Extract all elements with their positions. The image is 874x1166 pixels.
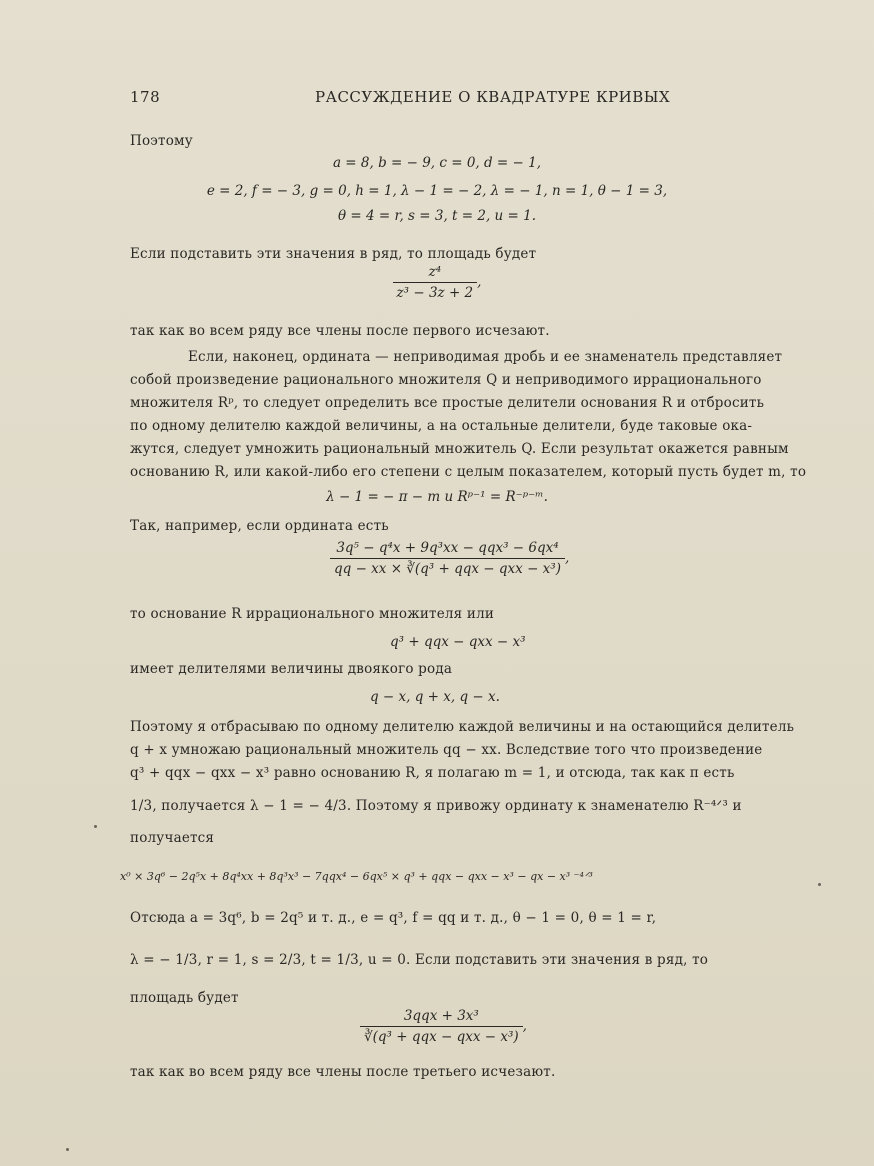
equation-line: λ − 1 = − π − m и Rᵖ⁻¹ = R⁻ᵖ⁻ᵐ. [326,489,548,505]
fraction [393,264,478,301]
text-line: то основание R иррационального множителя или [130,606,495,622]
scan-speck [94,825,97,828]
text-line: жутся, следует умножить рациональный множитель Q. Если результат окажется равным [130,441,789,457]
equation-line: x⁰ × 3q⁶ − 2q⁵x + 8q⁴xx + 8q³x³ − 7qqx⁴ − 6qx⁵ × q³ + qqx − qxx − x³ − qx − x³ ⁻⁴ᐟ³ [120,870,593,883]
text-line: q + x умножаю рациональный множитель qq − xx. Вследствие того что произведение [130,742,763,758]
text-line: λ = − 1/3, r = 1, s = 2/3, t = 1/3, u = 0. Если подставить эти значения в ряд, то [130,952,709,968]
fraction-numerator: 3qqx + 3x³ [403,1008,479,1024]
text-line: Если подставить эти значения в ряд, то площадь будет [130,246,537,262]
punctuation: , [564,550,570,566]
running-title: РАССУЖДЕНИЕ О КВАДРАТУРЕ КРИВЫХ [315,88,671,106]
fraction-display [330,540,569,577]
equation-line: q − x, q + x, q − x. [370,689,500,705]
fraction-denominator: z³ − 3z + 2 [393,282,478,301]
fraction [360,1008,523,1045]
text-line: так как во всем ряду все члены после третьего исчезают. [130,1064,556,1080]
text-line: так как во всем ряду все члены после первого исчезают. [130,323,550,339]
text-line: получается [130,830,215,846]
text-line: множителя Rᵖ, то следует определить все простые делители основания R и отбросить [130,395,765,411]
text-line: Если, наконец, ордината — неприводимая дробь и ее знаменатель представляет [188,349,783,365]
page-number: 178 [130,88,161,106]
scan-speck [66,1148,69,1151]
fraction-display [0,264,874,301]
fraction-denominator: ∛(q³ + qqx − qxx − x³) [360,1026,523,1045]
text-line: Поэтому я отбрасываю по одному делителю каждой величины и на остающийся делитель [130,719,795,735]
fraction-denominator: qq − xx × ∛(q³ + qqx − qxx − x³) [330,558,565,577]
equation-line: a = 8, b = − 9, c = 0, d = − 1, [332,155,542,171]
text-line: 1/3, получается λ − 1 = − 4/3. Поэтому я привожу ординату к знаменателю R⁻⁴ᐟ³ и [130,798,742,814]
punctuation: , [477,274,482,290]
text-line: имеет делителями величины двоякого рода [130,661,453,677]
equation-line: e = 2, f = − 3, g = 0, h = 1, λ − 1 = − 2, λ = − 1, n = 1, θ − 1 = 3, [206,183,668,199]
fraction-numerator: z⁴ [428,264,442,280]
text-line: Отсюда a = 3q⁶, b = 2q⁵ и т. д., e = q³, f = qq и т. д., θ − 1 = 0, θ = 1 = r, [130,910,657,926]
punctuation: , [522,1018,527,1034]
equation-line: q³ + qqx − qxx − x³ [390,634,526,650]
text-line: площадь будет [130,990,239,1006]
text-line: собой произведение рационального множителя Q и неприводимого иррационального [130,372,762,388]
fraction [330,540,565,577]
text-line: основанию R, или какой-либо его степени с целым показателем, который пусть будет m, то [130,464,807,480]
text-line: по одному делителю каждой величины, а на остальные делители, буде таковые ока- [130,418,753,434]
fraction-numerator: 3q⁵ − q⁴x + 9q³xx − qqx³ − 6qx⁴ [336,540,559,556]
text-line: Так, например, если ордината есть [130,518,389,534]
equation-line: θ = 4 = r, s = 3, t = 2, u = 1. [337,208,536,224]
fraction-display [360,1008,527,1045]
text-line: Поэтому [130,133,193,149]
scan-speck [818,883,821,886]
text-line: q³ + qqx − qxx − x³ равно основанию R, я полагаю m = 1, и отсюда, так как π есть [130,765,735,781]
